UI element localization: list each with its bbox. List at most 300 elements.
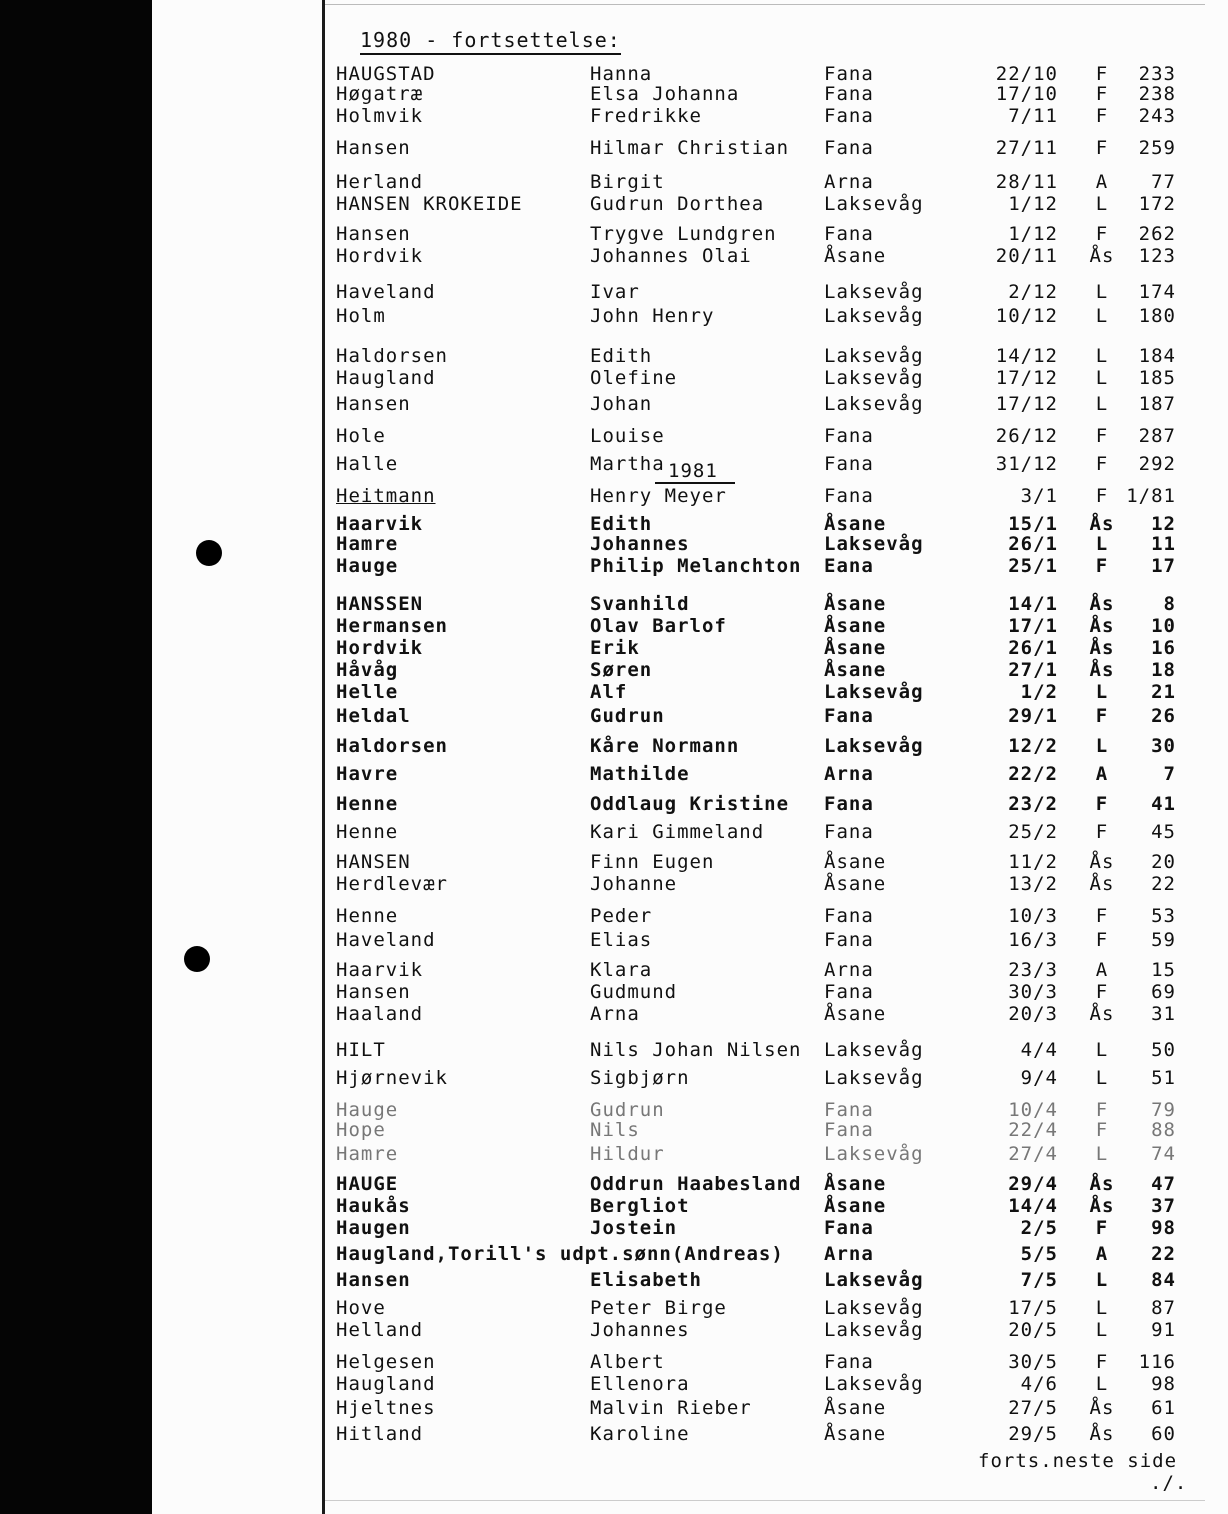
given-name-cell: Gudmund (590, 981, 678, 1003)
given-name-cell: Erik (590, 637, 640, 659)
date-cell: 17/10 (995, 83, 1058, 105)
date-cell: 7/5 (1020, 1269, 1058, 1291)
table-row (0, 222, 1228, 246)
district-code-cell: Ås (1089, 1397, 1115, 1419)
given-name-cell: Klara (590, 959, 653, 981)
given-name-cell: Trygve Lundgren (590, 223, 777, 245)
table-row (0, 762, 1228, 786)
parish-cell: Laksevåg (824, 1269, 924, 1291)
surname-cell: Hope (336, 1119, 386, 1141)
entry-number-cell: 172 (1138, 193, 1176, 215)
surname-cell: Hansen (336, 981, 411, 1003)
bottom-edge-rule (325, 1500, 1205, 1501)
top-edge-rule (325, 4, 1205, 5)
table-row (0, 658, 1228, 682)
date-cell: 30/5 (1008, 1351, 1058, 1373)
entry-number-cell: 10 (1151, 615, 1176, 637)
given-name-cell: Fredrikke (590, 105, 702, 127)
district-code-cell: Ås (1089, 245, 1115, 267)
district-code-cell: F (1095, 1119, 1109, 1141)
entry-number-cell: 116 (1138, 1351, 1176, 1373)
surname-cell: Hauge (336, 555, 399, 577)
district-code-cell: L (1095, 305, 1109, 327)
parish-cell: Åsane (824, 1397, 887, 1419)
surname-cell: Haugland (336, 367, 436, 389)
table-row (0, 366, 1228, 390)
given-name-cell: Oddlaug Kristine (590, 793, 790, 815)
given-name-cell: Peder (590, 905, 653, 927)
district-code-cell: A (1095, 1243, 1109, 1265)
date-cell: 1/12 (1008, 223, 1058, 245)
table-row (0, 280, 1228, 304)
surname-cell: Haugen (336, 1217, 411, 1239)
table-row (0, 532, 1228, 556)
district-code-cell: Ås (1089, 659, 1115, 681)
table-row (0, 872, 1228, 896)
given-name-cell: Ivar (590, 281, 640, 303)
district-code-cell: F (1095, 905, 1109, 927)
parish-cell: Fana (824, 83, 874, 105)
surname-cell: Herdlevær (336, 873, 448, 895)
parish-cell: Åsane (824, 873, 887, 895)
given-name-cell: Louise (590, 425, 665, 447)
parish-cell: Fana (824, 223, 874, 245)
surname-cell: Hamre (336, 1143, 399, 1165)
entry-number-cell: 26 (1151, 705, 1176, 727)
entry-number-cell: 87 (1151, 1297, 1176, 1319)
table-row (0, 958, 1228, 982)
date-cell: 27/1 (1008, 659, 1058, 681)
district-code-cell: F (1095, 1217, 1109, 1239)
table-row (0, 928, 1228, 952)
parish-cell: Laksevåg (824, 1143, 924, 1165)
given-name-cell: Henry Meyer (590, 485, 727, 507)
surname-cell: Havre (336, 763, 399, 785)
given-name-cell: Johanne (590, 873, 678, 895)
district-code-cell: A (1095, 171, 1109, 193)
parish-cell: Arna (824, 763, 874, 785)
parish-cell: Fana (824, 1217, 874, 1239)
district-code-cell: L (1095, 1373, 1109, 1395)
district-code-cell: F (1095, 137, 1109, 159)
date-cell: 4/4 (1020, 1039, 1058, 1061)
entry-number-cell: 53 (1151, 905, 1176, 927)
parish-cell: Fana (824, 705, 874, 727)
date-cell: 17/12 (995, 393, 1058, 415)
surname-cell: Hjørnevik (336, 1067, 448, 1089)
parish-cell: Eana (824, 555, 874, 577)
given-name-cell: Albert (590, 1351, 665, 1373)
entry-number-cell: 123 (1138, 245, 1176, 267)
surname-cell: Haldorsen (336, 345, 448, 367)
entry-number-cell: 37 (1151, 1195, 1176, 1217)
surname-cell: HANSSEN (336, 593, 424, 615)
entry-number-cell: 233 (1138, 63, 1176, 85)
parish-cell: Laksevåg (824, 345, 924, 367)
surname-cell: Haarvik (336, 959, 424, 981)
district-code-cell: Ås (1089, 1173, 1115, 1195)
parish-cell: Åsane (824, 1423, 887, 1445)
table-row (0, 614, 1228, 638)
parish-cell: Fana (824, 63, 874, 85)
table-row (0, 484, 1228, 508)
given-name-cell: Hilmar Christian (590, 137, 790, 159)
entry-number-cell: 8 (1163, 593, 1176, 615)
parish-cell: Fana (824, 821, 874, 843)
date-cell: 10/4 (1008, 1099, 1058, 1121)
date-cell: 15/1 (1008, 513, 1058, 535)
entry-number-cell: 187 (1138, 393, 1176, 415)
table-row (0, 1118, 1228, 1142)
surname-cell: Hjeltnes (336, 1397, 436, 1419)
entry-number-cell: 84 (1151, 1269, 1176, 1291)
continued-note: forts.neste side (978, 1450, 1178, 1472)
date-cell: 26/1 (1008, 533, 1058, 555)
given-name-cell: Jostein (590, 1217, 678, 1239)
parish-cell: Fana (824, 137, 874, 159)
given-name-cell: Kari Gimmeland (590, 821, 765, 843)
entry-number-cell: 17 (1151, 555, 1176, 577)
district-code-cell: F (1095, 105, 1109, 127)
district-code-cell: L (1095, 1319, 1109, 1341)
surname-cell: Hansen (336, 223, 411, 245)
date-cell: 31/12 (995, 453, 1058, 475)
district-code-cell: A (1095, 763, 1109, 785)
parish-cell: Fana (824, 425, 874, 447)
district-code-cell: L (1095, 1039, 1109, 1061)
parish-cell: Arna (824, 959, 874, 981)
entry-number-cell: 98 (1151, 1373, 1176, 1395)
date-cell: 28/11 (995, 171, 1058, 193)
table-row (0, 1002, 1228, 1026)
given-name-cell: Kåre Normann (590, 735, 740, 757)
table-row (0, 104, 1228, 128)
table-row (0, 1350, 1228, 1374)
district-code-cell: F (1095, 485, 1109, 507)
district-code-cell: F (1095, 981, 1109, 1003)
parish-cell: Fana (824, 485, 874, 507)
surname-cell: Haarvik (336, 513, 424, 535)
table-row (0, 1372, 1228, 1396)
table-row (0, 704, 1228, 728)
entry-number-cell: 259 (1138, 137, 1176, 159)
date-cell: 27/4 (1008, 1143, 1058, 1165)
date-cell: 29/4 (1008, 1173, 1058, 1195)
parish-cell: Fana (824, 1351, 874, 1373)
district-code-cell: L (1095, 681, 1109, 703)
district-code-cell: F (1095, 793, 1109, 815)
given-name-cell: Nils Johan Nilsen (590, 1039, 802, 1061)
district-code-cell: L (1095, 533, 1109, 555)
district-code-cell: L (1095, 735, 1109, 757)
district-code-cell: F (1095, 1351, 1109, 1373)
entry-number-cell: 12 (1151, 513, 1176, 535)
entry-number-cell: 11 (1151, 533, 1176, 555)
table-row (0, 344, 1228, 368)
date-cell: 17/1 (1008, 615, 1058, 637)
surname-cell: Haveland (336, 281, 436, 303)
date-cell: 27/5 (1008, 1397, 1058, 1419)
parish-cell: Åsane (824, 593, 887, 615)
date-cell: 2/5 (1020, 1217, 1058, 1239)
given-name-cell: Edith (590, 513, 653, 535)
surname-cell: Heitmann (336, 485, 436, 507)
given-name-cell: Arna (590, 1003, 640, 1025)
given-name-cell: Olefine (590, 367, 678, 389)
table-row (0, 192, 1228, 216)
date-cell: 10/3 (1008, 905, 1058, 927)
district-code-cell: Ås (1089, 851, 1115, 873)
table-row (0, 1066, 1228, 1090)
table-row (0, 734, 1228, 758)
table-row (0, 82, 1228, 106)
parish-cell: Fana (824, 1099, 874, 1121)
table-row (0, 1242, 1228, 1266)
surname-cell: Hitland (336, 1423, 424, 1445)
given-name-cell: Martha (590, 453, 665, 475)
district-code-cell: F (1095, 425, 1109, 447)
surname-cell: Haugland,Torill's udpt.sønn(Andreas) (336, 1243, 784, 1265)
date-cell: 30/3 (1008, 981, 1058, 1003)
date-cell: 20/11 (995, 245, 1058, 267)
parish-cell: Åsane (824, 637, 887, 659)
given-name-cell: Elisabeth (590, 1269, 702, 1291)
table-row (0, 554, 1228, 578)
district-code-cell: L (1095, 193, 1109, 215)
table-row (0, 244, 1228, 268)
district-code-cell: F (1095, 1099, 1109, 1121)
given-name-cell: Elias (590, 929, 653, 951)
given-name-cell: Peter Birge (590, 1297, 727, 1319)
given-name-cell: Johannes Olai (590, 245, 752, 267)
table-row (0, 980, 1228, 1004)
surname-cell: Holm (336, 305, 386, 327)
parish-cell: Laksevåg (824, 735, 924, 757)
entry-number-cell: 47 (1151, 1173, 1176, 1195)
surname-cell: HANSEN KROKEIDE (336, 193, 523, 215)
date-cell: 26/1 (1008, 637, 1058, 659)
given-name-cell: Mathilde (590, 763, 690, 785)
date-cell: 4/6 (1020, 1373, 1058, 1395)
entry-number-cell: 20 (1151, 851, 1176, 873)
surname-cell: Haaland (336, 1003, 424, 1025)
surname-cell: Høgatræ (336, 83, 424, 105)
parish-cell: Åsane (824, 513, 887, 535)
district-code-cell: Ås (1089, 637, 1115, 659)
date-cell: 3/1 (1020, 485, 1058, 507)
surname-cell: Haugland (336, 1373, 436, 1395)
date-cell: 12/2 (1008, 735, 1058, 757)
date-cell: 14/4 (1008, 1195, 1058, 1217)
table-row (0, 1396, 1228, 1420)
parish-cell: Laksevåg (824, 533, 924, 555)
date-cell: 7/11 (1008, 105, 1058, 127)
date-cell: 23/2 (1008, 793, 1058, 815)
date-cell: 27/11 (995, 137, 1058, 159)
table-row (0, 1268, 1228, 1292)
table-row (0, 136, 1228, 160)
surname-cell: HILT (336, 1039, 386, 1061)
entry-number-cell: 88 (1151, 1119, 1176, 1141)
surname-cell: Haveland (336, 929, 436, 951)
district-code-cell: Ås (1089, 513, 1115, 535)
entry-number-cell: 69 (1151, 981, 1176, 1003)
district-code-cell: Ås (1089, 593, 1115, 615)
parish-cell: Åsane (824, 851, 887, 873)
entry-number-cell: 238 (1138, 83, 1176, 105)
entry-number-cell: 262 (1138, 223, 1176, 245)
parish-cell: Åsane (824, 1003, 887, 1025)
parish-cell: Fana (824, 929, 874, 951)
parish-cell: Laksevåg (824, 193, 924, 215)
parish-cell: Laksevåg (824, 281, 924, 303)
entry-number-cell: 292 (1138, 453, 1176, 475)
surname-cell: Hordvik (336, 637, 424, 659)
table-row (0, 1194, 1228, 1218)
date-cell: 2/12 (1008, 281, 1058, 303)
parish-cell: Åsane (824, 1195, 887, 1217)
surname-cell: Hauge (336, 1099, 399, 1121)
date-cell: 17/5 (1008, 1297, 1058, 1319)
district-code-cell: Ås (1089, 1003, 1115, 1025)
district-code-cell: F (1095, 705, 1109, 727)
table-row (0, 1296, 1228, 1320)
date-cell: 25/1 (1008, 555, 1058, 577)
date-cell: 29/5 (1008, 1423, 1058, 1445)
given-name-cell: Birgit (590, 171, 665, 193)
date-cell: 1/12 (1008, 193, 1058, 215)
district-code-cell: L (1095, 1297, 1109, 1319)
given-name-cell: Malvin Rieber (590, 1397, 752, 1419)
entry-number-cell: 50 (1151, 1039, 1176, 1061)
table-row (0, 792, 1228, 816)
entry-number-cell: 45 (1151, 821, 1176, 843)
surname-cell: HAUGE (336, 1173, 399, 1195)
date-cell: 11/2 (1008, 851, 1058, 873)
entry-number-cell: 7 (1163, 763, 1176, 785)
district-code-cell: Ås (1089, 1195, 1115, 1217)
district-code-cell: L (1095, 1143, 1109, 1165)
surname-cell: Henne (336, 793, 399, 815)
parish-cell: Arna (824, 1243, 874, 1265)
date-cell: 10/12 (995, 305, 1058, 327)
date-cell: 25/2 (1008, 821, 1058, 843)
entry-number-cell: 22 (1151, 1243, 1176, 1265)
page-title: 1980 - fortsettelse: (360, 28, 621, 55)
surname-cell: Halle (336, 453, 399, 475)
entry-number-cell: 18 (1151, 659, 1176, 681)
given-name-cell: Bergliot (590, 1195, 690, 1217)
given-name-cell: Johan (590, 393, 653, 415)
parish-cell: Fana (824, 105, 874, 127)
entry-number-cell: 31 (1151, 1003, 1176, 1025)
given-name-cell: Edith (590, 345, 653, 367)
surname-cell: HAUGSTAD (336, 63, 436, 85)
parish-cell: Laksevåg (824, 1297, 924, 1319)
surname-cell: Hole (336, 425, 386, 447)
parish-cell: Laksevåg (824, 305, 924, 327)
surname-cell: Hermansen (336, 615, 448, 637)
district-code-cell: F (1095, 63, 1109, 85)
table-row (0, 592, 1228, 616)
entry-number-cell: 15 (1151, 959, 1176, 981)
entry-number-cell: 184 (1138, 345, 1176, 367)
date-cell: 14/12 (995, 345, 1058, 367)
entry-number-cell: 51 (1151, 1067, 1176, 1089)
surname-cell: Hordvik (336, 245, 424, 267)
given-name-cell: Alf (590, 681, 628, 703)
surname-cell: Herland (336, 171, 424, 193)
date-cell: 5/5 (1020, 1243, 1058, 1265)
district-code-cell: F (1095, 453, 1109, 475)
entry-number-cell: 30 (1151, 735, 1176, 757)
entry-number-cell: 16 (1151, 637, 1176, 659)
parish-cell: Fana (824, 793, 874, 815)
table-row (0, 1172, 1228, 1196)
given-name-cell: Gudrun (590, 705, 665, 727)
parish-cell: Åsane (824, 245, 887, 267)
parish-cell: Laksevåg (824, 1373, 924, 1395)
entry-number-cell: 180 (1138, 305, 1176, 327)
table-row (0, 304, 1228, 328)
table-row (0, 820, 1228, 844)
parish-cell: Laksevåg (824, 393, 924, 415)
given-name-cell: Olav Barlof (590, 615, 727, 637)
table-row (0, 452, 1228, 476)
entry-number-cell: 91 (1151, 1319, 1176, 1341)
table-row (0, 850, 1228, 874)
given-name-cell: Elsa Johanna (590, 83, 740, 105)
date-cell: 17/12 (995, 367, 1058, 389)
table-row (0, 170, 1228, 194)
given-name-cell: Sigbjørn (590, 1067, 690, 1089)
table-row (0, 392, 1228, 416)
entry-number-cell: 22 (1151, 873, 1176, 895)
date-cell: 9/4 (1020, 1067, 1058, 1089)
given-name-cell: Hanna (590, 63, 653, 85)
date-cell: 26/12 (995, 425, 1058, 447)
surname-cell: Helland (336, 1319, 424, 1341)
date-cell: 13/2 (1008, 873, 1058, 895)
date-cell: 22/2 (1008, 763, 1058, 785)
date-cell: 16/3 (1008, 929, 1058, 951)
given-name-cell: Johannes (590, 1319, 690, 1341)
entry-number-cell: 21 (1151, 681, 1176, 703)
entry-number-cell: 41 (1151, 793, 1176, 815)
entry-number-cell: 98 (1151, 1217, 1176, 1239)
parish-cell: Åsane (824, 659, 887, 681)
parish-cell: Åsane (824, 615, 887, 637)
entry-number-cell: 174 (1138, 281, 1176, 303)
given-name-cell: Karoline (590, 1423, 690, 1445)
parish-cell: Fana (824, 981, 874, 1003)
given-name-cell: Svanhild (590, 593, 690, 615)
parish-cell: Laksevåg (824, 1319, 924, 1341)
surname-cell: Haukås (336, 1195, 411, 1217)
parish-cell: Laksevåg (824, 1067, 924, 1089)
entry-number-cell: 61 (1151, 1397, 1176, 1419)
parish-cell: Laksevåg (824, 367, 924, 389)
entry-number-cell: 74 (1151, 1143, 1176, 1165)
given-name-cell: Philip Melanchton (590, 555, 802, 577)
district-code-cell: F (1095, 929, 1109, 951)
table-row (0, 680, 1228, 704)
table-row (0, 1422, 1228, 1446)
district-code-cell: A (1095, 959, 1109, 981)
date-cell: 14/1 (1008, 593, 1058, 615)
surname-cell: Håvåg (336, 659, 399, 681)
entry-number-cell: 60 (1151, 1423, 1176, 1445)
